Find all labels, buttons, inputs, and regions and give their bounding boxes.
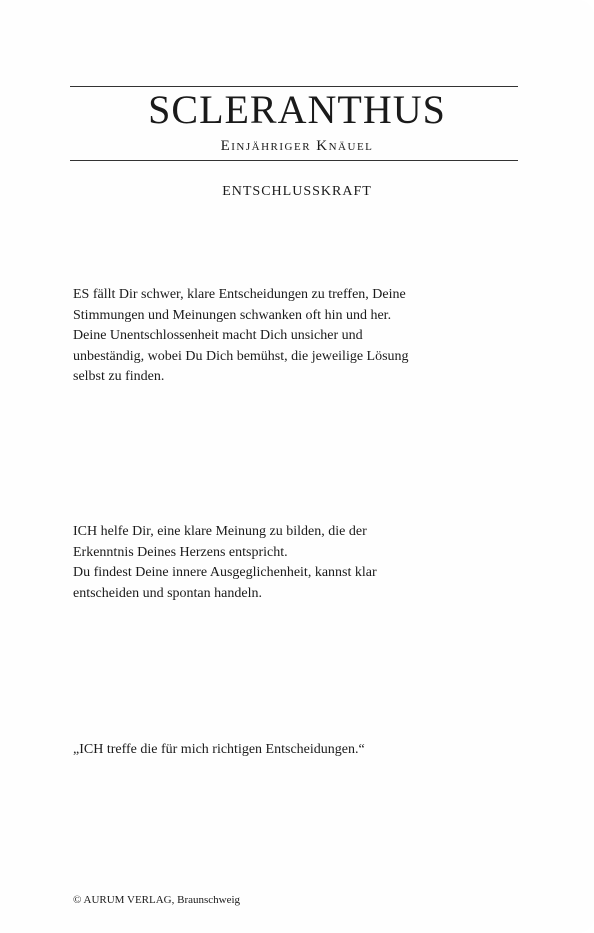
problem-paragraph (73, 285, 513, 388)
text-line: Deine Unentschlossenheit macht Dich unsicher und (73, 328, 363, 343)
copyright-notice: © AURUM VERLAG, Braunschweig (73, 894, 241, 906)
bottom-divider (70, 160, 518, 161)
affirmation-quote: „ICH treffe die für mich richtigen Entscheidungen.“ (73, 742, 365, 757)
text-line: unbeständig, wobei Du Dich bemühst, die jeweilige Lösung (73, 348, 409, 364)
card-subtitle: Einjähriger Knäuel (220, 138, 374, 154)
text-line: ES fällt Dir schwer, klare Entscheidungen zu treffen, Deine (73, 287, 406, 302)
text-line: Erkenntnis Deines Herzens entspricht. (73, 544, 288, 560)
card-keyword: ENTSCHLUSSKRAFT (222, 184, 372, 199)
text-line: Du findest Deine innere Ausgeglichenheit, kannst klar (73, 565, 377, 580)
text-line: entscheiden und spontan handeln. (73, 585, 262, 601)
text-line: selbst zu finden. (73, 369, 165, 384)
card-title: SCLERANTHUS (148, 87, 446, 132)
help-paragraph (73, 522, 513, 604)
text-line: ICH helfe Dir, eine klare Meinung zu bilden, die der (73, 524, 367, 539)
text-line: Stimmungen und Meinungen schwanken oft hin und her. (73, 307, 392, 323)
